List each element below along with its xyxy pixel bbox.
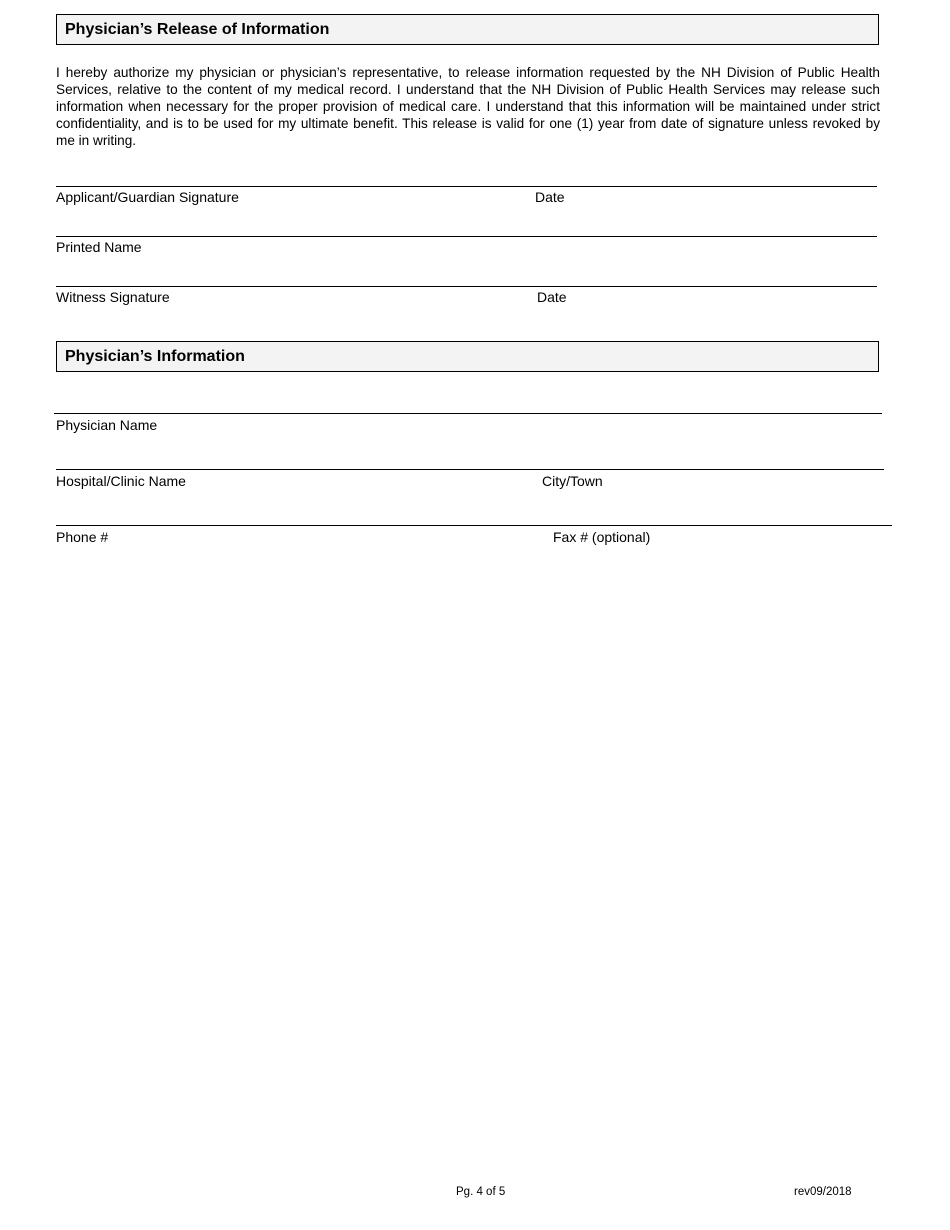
witness-signature-label: Witness Signature — [56, 289, 170, 305]
hospital-clinic-field[interactable] — [56, 469, 884, 470]
hospital-clinic-label: Hospital/Clinic Name — [56, 473, 186, 489]
printed-name-field[interactable] — [56, 236, 877, 237]
phone-fax-field[interactable] — [56, 525, 892, 526]
city-town-label: City/Town — [542, 473, 603, 489]
phone-label: Phone # — [56, 529, 109, 545]
printed-name-label: Printed Name — [56, 239, 142, 255]
release-section-header — [56, 14, 879, 45]
physician-name-label: Physician Name — [56, 417, 158, 433]
revision-date: rev09/2018 — [794, 1186, 852, 1198]
authorization-paragraph: I hereby authorize my physician or physician’s representative, to release information requested by the NH Division of Public Health Services, relative to the content of my medical record. I understand that the NH Division of Public Health Services may release such information when necessary for the proper provision of medical care. I understand that this information will be maintained under strict confidentiality, and is to be used for my ultimate benefit. This release is valid for one (1) year from date of signature unless revoked by me in writing. — [56, 65, 880, 148]
applicant-signature-label: Applicant/Guardian Signature — [56, 189, 239, 205]
physician-name-field[interactable] — [54, 413, 882, 414]
witness-date-label: Date — [537, 289, 567, 305]
page-number: Pg. 4 of 5 — [456, 1186, 506, 1198]
applicant-date-label: Date — [535, 189, 565, 205]
fax-label: Fax # (optional) — [553, 529, 651, 545]
physician-section-title: Physician’s Information — [65, 348, 245, 365]
witness-signature-field[interactable] — [56, 286, 877, 287]
applicant-signature-field[interactable] — [56, 186, 877, 187]
physician-section-header — [56, 341, 879, 372]
release-section-title: Physician’s Release of Information — [65, 21, 330, 38]
